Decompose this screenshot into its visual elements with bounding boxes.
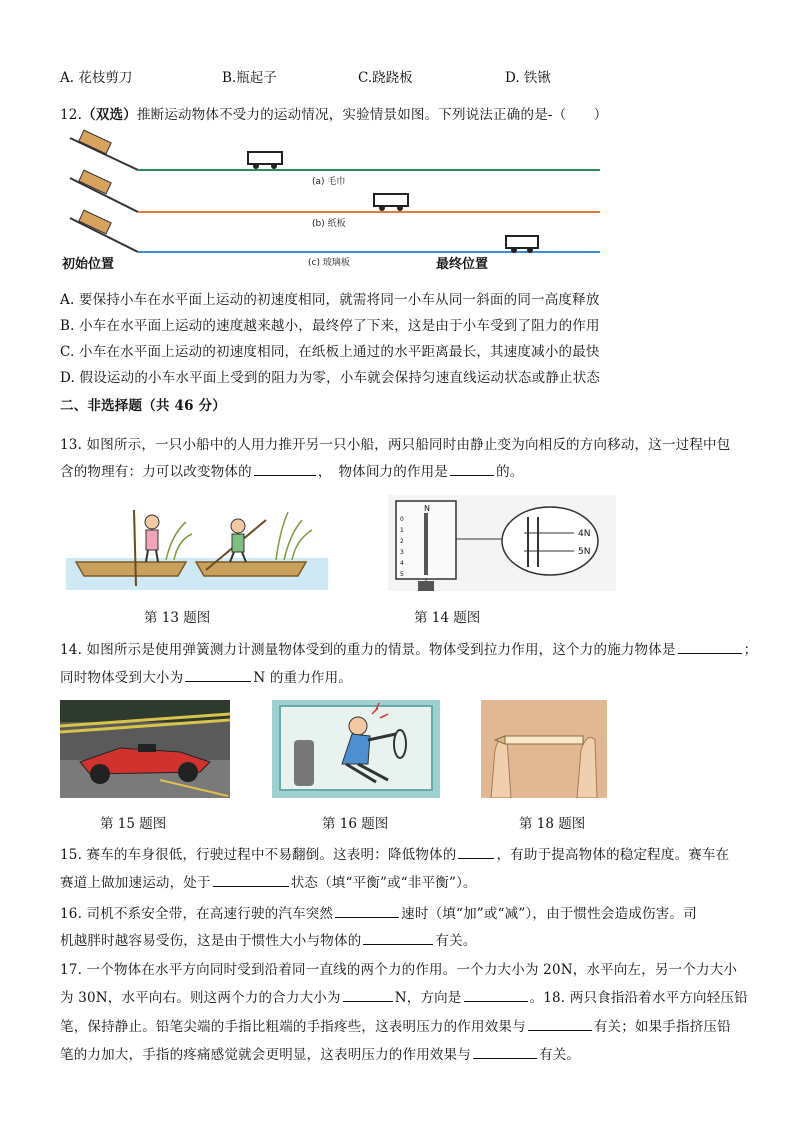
start-position-label: 初始位置: [62, 257, 115, 272]
q14-line2-a: 同时物体受到大小为: [60, 670, 184, 686]
fig13-caption: 第 13 题图: [144, 610, 211, 626]
q16-line1: [60, 902, 697, 922]
q12-tag: （双选）: [82, 107, 137, 123]
left-boat: [76, 562, 186, 576]
q11-option-c: C.跷跷板: [358, 70, 413, 86]
boy-body: [232, 534, 244, 552]
scale-tick-2: 2: [400, 538, 404, 545]
q13-blank-1[interactable]: [254, 461, 316, 476]
q17-line1: 17. 一个物体在水平方向同时受到沿着同一直线的两个力的作用。一个力大小为 20N，水平向左，另一个力大小: [60, 962, 738, 978]
q18-blank-1[interactable]: [528, 1016, 592, 1031]
q17-line2-b: N，方向是: [394, 990, 462, 1006]
fig14-image: [388, 495, 616, 591]
label-b: (b) 纸板: [312, 219, 346, 229]
driver-head: [349, 717, 367, 735]
q17-line2-a: 为 30N，水平向右。则这两个力的合力大小为: [60, 990, 341, 1006]
q16-blank-2[interactable]: [363, 930, 433, 945]
q16-line2-b: 有关。: [435, 933, 477, 949]
q12-number: 12.: [60, 107, 83, 123]
hanging-weight: [418, 581, 434, 591]
scale-tick-5: 5: [400, 571, 404, 578]
girl-head: [145, 515, 159, 529]
fig14-caption: 第 14 题图: [414, 610, 481, 626]
q18-line2-b: 有关。: [539, 1047, 581, 1063]
q13-line1: 13. 如图所示，一只小船中的人用力推开另一只小船，两只船同时由静止变为向相反的方向移动，这一过程中包: [60, 437, 731, 453]
q14-line1: [60, 638, 757, 658]
fig18-caption: 第 18 题图: [519, 816, 586, 832]
q15-blank-1[interactable]: [458, 844, 494, 859]
cart-c: [506, 236, 538, 248]
q16-line1-a: 16. 司机不系安全带，在高速行驶的汽车突然: [60, 906, 334, 922]
fig18-image: [481, 700, 607, 798]
q18-line1-a: 笔，保持静止。铅笔尖端的手指比粗端的手指疼些，这表明压力的作用效果与: [60, 1019, 526, 1035]
q16-line2: [60, 929, 477, 949]
q15-line2-a: 赛道上做加速运动，处于: [60, 875, 211, 891]
q18-line1-b: 有关；如果手指挤压铅: [593, 1019, 731, 1035]
q14-line2-b: N 的重力作用。: [253, 670, 353, 686]
q16-line1-b: 速时（填“加”或“减”），由于惯性会造成伤害。司: [401, 906, 697, 922]
zoom-5n: 5N: [578, 547, 591, 557]
q13-line2-c: 的。: [496, 464, 524, 480]
q17-blank-2[interactable]: [464, 987, 528, 1002]
q14-line1-a: 14. 如图所示是使用弹簧测力计测量物体受到的重力的情景。物体受到拉力作用，这个力的施力物体是: [60, 642, 676, 658]
car-seat: [294, 740, 314, 786]
q12-option-a: A. 要保持小车在水平面上运动的初速度相同，就需将同一小车从同一斜面的同一高度释放: [60, 292, 600, 308]
q13-line2-b: ， 物体间力的作用是: [317, 464, 449, 480]
label-c: (c) 玻璃板: [308, 258, 350, 268]
boy-head: [231, 519, 245, 533]
q17-line2: [60, 986, 748, 1006]
cart-b: [374, 194, 408, 206]
zoom-circle: [502, 507, 598, 575]
q11-option-d: D. 铁锹: [505, 70, 551, 86]
q14-line1-b: ；: [743, 642, 758, 658]
q11-option-a: A. 花枝剪刀: [60, 70, 133, 86]
fig13-image: [66, 500, 328, 590]
q14-line2: [60, 666, 352, 686]
q12-option-d: D. 假设运动的小车水平面上受到的阻力为零，小车就会保持匀速直线运动状态或静止状态: [60, 370, 601, 386]
q18-line2: [60, 1043, 580, 1063]
q11-option-b: B.瓶起子: [222, 70, 277, 86]
section2-title: 二、非选择题（共 46 分）: [60, 398, 226, 414]
q13-line2-a: 含的物理有：力可以改变物体的: [60, 464, 252, 480]
q13-line2: [60, 460, 523, 480]
girl-body: [146, 530, 158, 550]
q13-blank-2[interactable]: [450, 461, 494, 476]
scale-tick-0: 0: [400, 516, 404, 523]
q12-stem-text: 推断运动物体不受力的运动情况，实验情景如图。下列说法正确的是-（ ）: [136, 107, 608, 123]
q15-line1-a: 15. 赛车的车身很低，行驶过程中不易翻倒。这表明：降低物体的: [60, 847, 457, 863]
q12-option-b: B. 小车在水平面上运动的速度越来越小，最终停了下来，这是由于小车受到了阻力的作用: [60, 318, 600, 334]
q15-blank-2[interactable]: [213, 872, 289, 887]
label-a: (a) 毛巾: [312, 177, 346, 187]
q15-line2: [60, 871, 477, 891]
q12-stem: [60, 103, 607, 123]
end-position-label: 最终位置: [436, 257, 489, 272]
fig15-caption: 第 15 题图: [100, 816, 167, 832]
q18-blank-2[interactable]: [473, 1044, 537, 1059]
q12-figure: [60, 126, 620, 272]
q18-line2-a: 笔的力加大，手指的疼痛感觉就会更明显，这表明压力的作用效果与: [60, 1047, 471, 1063]
q16-blank-1[interactable]: [335, 903, 399, 918]
q18-line1: [60, 1015, 731, 1035]
scale-tick-4: 4: [400, 560, 404, 567]
fig16-image: [272, 700, 440, 798]
q15-line1-b: ，有助于提高物体的稳定程度。赛车在: [496, 847, 730, 863]
q14-blank-2[interactable]: [185, 667, 251, 682]
q17-line2-c: 。18. 两只食指沿着水平方向轻压铅: [529, 990, 748, 1006]
scale-tick-3: 3: [400, 549, 404, 556]
q17-blank-1[interactable]: [343, 987, 393, 1002]
q16-line2-a: 机越胖时越容易受伤，这是由于惯性大小与物体的: [60, 933, 362, 949]
q12-option-c: C. 小车在水平面上运动的初速度相同，在纸板上通过的水平距离最长，其速度减小的最快: [60, 344, 600, 360]
q14-blank-1[interactable]: [678, 639, 742, 654]
scale-tick-1: 1: [400, 527, 404, 534]
q15-line2-b: 状态（填“平衡”或“非平衡”）。: [290, 875, 477, 891]
fig15-image: [60, 700, 230, 798]
scale-unit: N: [424, 504, 430, 513]
fig16-caption: 第 16 题图: [322, 816, 389, 832]
q15-line1: [60, 843, 729, 863]
pencil: [505, 736, 583, 744]
zoom-4n: 4N: [578, 529, 591, 539]
cart-a: [248, 152, 282, 164]
